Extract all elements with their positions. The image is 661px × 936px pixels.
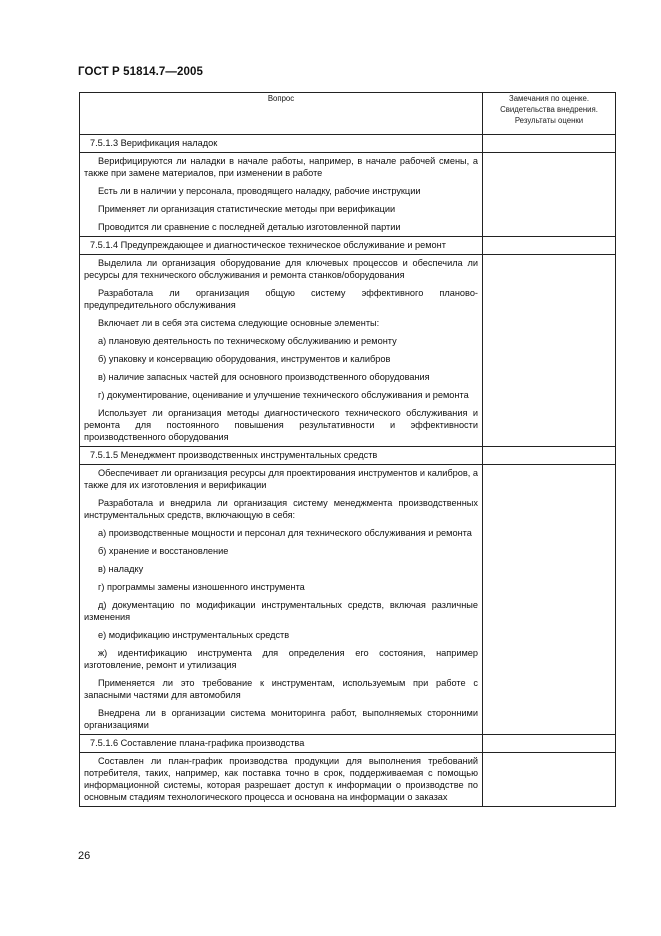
section-title: 7.5.1.4 Предупреждающее и диагностическое техническое обслуживание и ремонт [80,237,483,255]
question-item: ж) идентификацию инструмента для определения его состояния, например изготовление, ремонт и утилизация [84,648,478,670]
remarks-cell [483,135,616,153]
question-item: Проводится ли сравнение с последней деталью изготовленной партии [98,222,401,232]
document-header: ГОСТ Р 51814.7—2005 [78,66,203,78]
section-title: 7.5.1.5 Менеджмент производственных инструментальных средств [80,447,483,465]
question-item: Разработала и внедрила ли организация систему менеджмента производственных инструментальных средств, включающую в себя: [84,498,478,520]
question-column-header: Вопрос [80,93,483,135]
checklist-table [79,92,616,807]
remarks-cell [483,465,616,735]
question-item: Составлен ли план-график производства продукции для выполнения требований потребителя, таких, например, как поставка точно в срок, поддерживаемая с помощью информационной системы, которая разрешает доступ к информации о производстве по основным стадиям технологического процесса и основана на информации о заказах [84,756,478,802]
section-items [80,465,483,735]
section-title: 7.5.1.3 Верификация наладок [80,135,483,153]
question-item: д) документацию по модификации инструментальных средств, включая различные изменения [84,600,478,622]
remarks-cell [483,255,616,447]
table-header-row [80,93,616,135]
question-item: Выделила ли организация оборудование для ключевых процессов и обеспечила ли ресурсы для технического обслуживания и ремонта станков/оборудования [84,258,478,280]
section-row [80,135,616,153]
question-item: а) плановую деятельность по техническому обслуживанию и ремонту [98,336,397,346]
question-item: Есть ли в наличии у персонала, проводящего наладку, рабочие инструкции [98,186,421,196]
page-number: 26 [78,850,91,862]
question-item: в) наличие запасных частей для основного производственного оборудования [98,372,430,382]
question-item: е) модификацию инструментальных средств [98,630,290,640]
question-item: а) производственные мощности и персонал для технического обслуживания и ремонта [98,528,472,538]
section-items [80,753,483,807]
question-item: Обеспечивает ли организация ресурсы для проектирования инструментов и калибров, а также для их изготовления и верификации [84,468,478,490]
section-row [80,735,616,753]
question-item: Разработала ли организация общую систему эффективного планово-предупредительного обслуживания [84,288,478,310]
question-item: Использует ли организация методы диагностического технического обслуживания и ремонта для постоянного повышения результативности и эффективности производственного оборудования [84,408,478,442]
remarks-cell [483,237,616,255]
question-item: Включает ли в себя эта система следующие основные элементы: [98,318,380,328]
remarks-cell [483,735,616,753]
remarks-cell [483,153,616,237]
question-item: Верифицируются ли наладки в начале работы, например, в начале рабочей смены, а также при замене материалов, при изменении в работе [84,156,478,178]
question-item: б) упаковку и консервацию оборудования, инструментов и калибров [98,354,391,364]
section-items [80,153,483,237]
remarks-column-header: Замечания по оценке. Свидетельства внедрения. Результаты оценки [483,93,616,135]
remarks-cell [483,447,616,465]
remarks-cell [483,753,616,807]
question-item: б) хранение и восстановление [98,546,229,556]
question-item: Применяется ли это требование к инструментам, используемым при работе с запасными частями для автомобиля [84,678,478,700]
question-item: Внедрена ли в организации система мониторинга работ, выполняемых сторонними организациями [84,708,478,730]
question-item: Применяет ли организация статистические методы при верификации [98,204,396,214]
section-row [80,237,616,255]
section-items-row [80,255,616,447]
section-row [80,447,616,465]
question-item: г) документирование, оценивание и улучшение технического обслуживания и ремонта [98,390,469,400]
question-item: в) наладку [98,564,144,574]
section-items-row [80,753,616,807]
section-title: 7.5.1.6 Составление плана-графика производства [80,735,483,753]
section-items-row [80,153,616,237]
section-items [80,255,483,447]
question-item: г) программы замены изношенного инструмента [98,582,305,592]
section-items-row [80,465,616,735]
